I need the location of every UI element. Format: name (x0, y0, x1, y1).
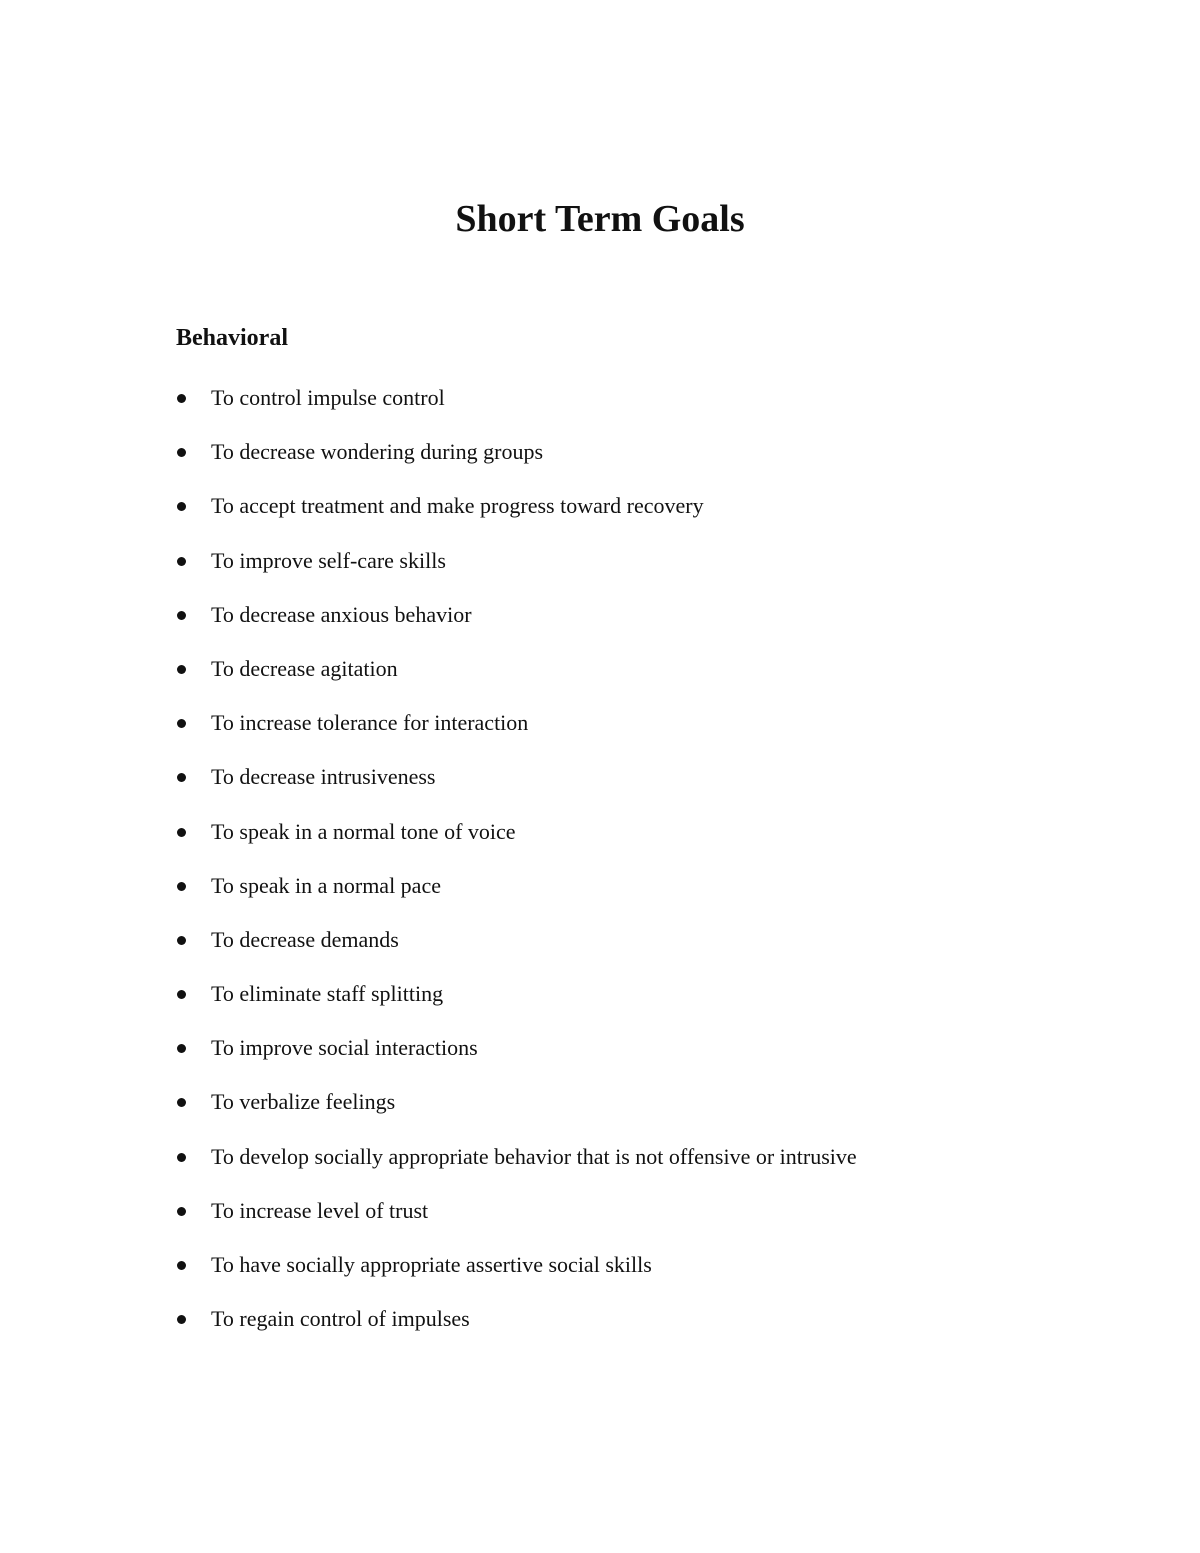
list-item (176, 1304, 470, 1358)
list-item (176, 979, 444, 1033)
goal-text: To develop socially appropriate behavior that is not offensive or intrusive (211, 1143, 857, 1169)
list-item (176, 925, 399, 979)
list-item (176, 654, 398, 708)
bullet-icon (177, 882, 186, 891)
list-item (176, 1142, 857, 1196)
bullet-icon (177, 936, 186, 945)
list-item (176, 383, 445, 437)
list-item (176, 1033, 478, 1087)
section-heading-behavioral: Behavioral (176, 325, 288, 351)
bullet-icon (177, 1207, 186, 1216)
bullet-icon (177, 1153, 186, 1162)
goal-text: To improve self-care skills (211, 547, 446, 573)
list-item (176, 817, 516, 871)
bullet-icon (177, 1315, 186, 1324)
list-item (176, 1196, 429, 1250)
goal-text: To decrease intrusiveness (211, 764, 436, 790)
goal-text: To have socially appropriate assertive social skills (211, 1252, 652, 1277)
bullet-icon (177, 773, 186, 782)
bullet-icon (177, 502, 186, 511)
bullet-icon (177, 1261, 186, 1270)
goal-text: To speak in a normal pace (211, 872, 441, 898)
bullet-icon (177, 990, 186, 999)
goal-text: To regain control of impulses (211, 1306, 470, 1332)
goal-text: To accept treatment and make progress toward recovery (211, 493, 704, 519)
goal-text: To control impulse control (211, 385, 445, 410)
list-item (176, 708, 529, 762)
goal-text: To decrease agitation (211, 655, 398, 681)
bullet-icon (177, 665, 186, 674)
bullet-icon (177, 1098, 186, 1107)
bullet-icon (177, 719, 186, 728)
goal-text: To verbalize feelings (211, 1089, 396, 1115)
list-item (176, 762, 436, 816)
bullet-icon (177, 1044, 186, 1053)
bullet-icon (177, 394, 186, 403)
page-title: Short Term Goals (455, 198, 745, 240)
list-item (176, 437, 544, 491)
list-item (176, 546, 446, 600)
list-item (176, 600, 472, 654)
goal-text: To decrease anxious behavior (211, 601, 472, 627)
goal-text: To decrease demands (211, 926, 399, 952)
bullet-icon (177, 828, 186, 837)
goal-text: To increase level of trust (211, 1197, 429, 1223)
goal-text: To eliminate staff splitting (211, 981, 444, 1007)
bullet-icon (177, 557, 186, 566)
list-item (176, 1250, 652, 1304)
bullet-icon (177, 448, 186, 457)
list-item (176, 1087, 396, 1141)
list-item (176, 491, 704, 545)
goal-text: To decrease wondering during groups (211, 439, 544, 465)
goal-text: To speak in a normal tone of voice (211, 818, 516, 844)
bullet-icon (177, 611, 186, 620)
list-item (176, 871, 441, 925)
goal-text: To improve social interactions (211, 1035, 478, 1061)
goal-list (176, 383, 857, 1358)
goal-text: To increase tolerance for interaction (211, 710, 529, 736)
